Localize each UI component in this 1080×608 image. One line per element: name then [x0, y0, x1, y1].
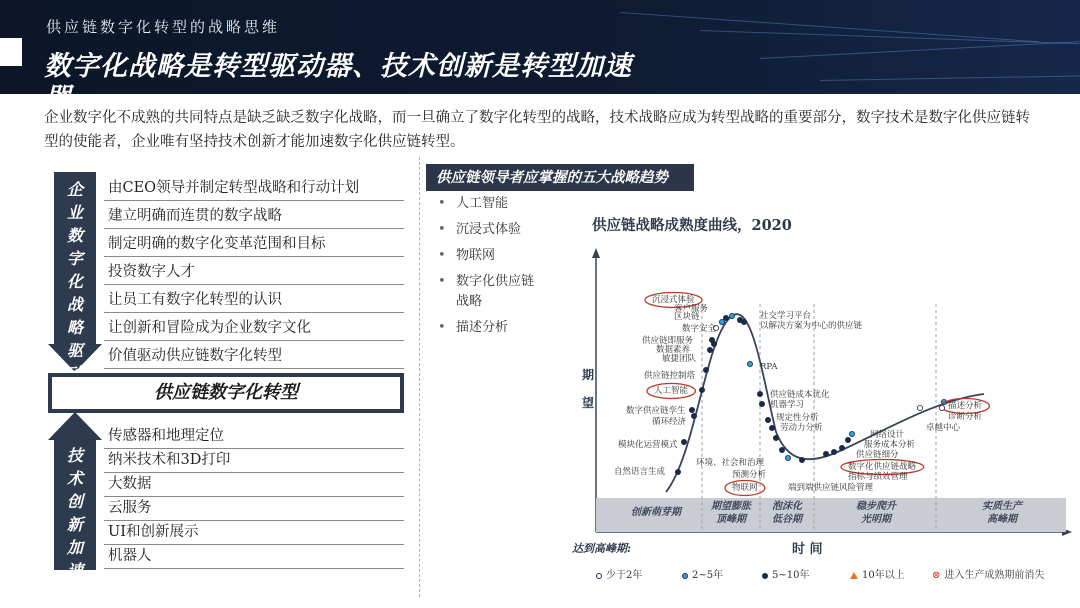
curve-point-marker — [785, 455, 790, 460]
legend-item: 2~5年 — [682, 566, 723, 581]
legend-title: 达到高峰期: — [572, 542, 632, 555]
intro-paragraph: 企业数字化不成熟的共同特点是缺乏缺乏数字化战略，而一旦确立了数字化转型的战略，技术战略应成为转型战略的重要部分，数字技术是数字化供应链转型的使能者，企业唯有坚持技术创新才能加速数字化供应链转型。 — [44, 110, 1030, 150]
curve-point-label: 模块化运营模式 — [618, 440, 678, 450]
legend-item: ⊗ 进入生产成熟期前消失 — [932, 570, 1045, 581]
curve-point-marker — [681, 439, 686, 444]
phase-label: 泡沫化 低谷期 — [772, 501, 802, 525]
bullet-icon: • — [438, 274, 446, 289]
y-axis-label: 期 — [582, 368, 595, 382]
curve-point-label: 自然语言生成 — [614, 467, 666, 477]
curve-point-label: 沉浸式体验 — [652, 295, 695, 305]
curve-point-marker — [759, 401, 764, 406]
curve-point-marker — [765, 417, 770, 422]
curve-point-marker — [849, 431, 854, 436]
legend-item: 少于2年 — [596, 566, 642, 581]
tech-accelerate-item: 大数据 — [104, 472, 404, 497]
curve-point-label: 供应链即服务 — [642, 336, 694, 346]
curve-point-label: 数字安全 — [682, 324, 717, 334]
curve-point-marker — [699, 387, 704, 392]
bullet-icon: • — [438, 196, 446, 211]
curve-point-label: 循环经济 — [652, 417, 687, 427]
curve-point-marker — [691, 413, 696, 418]
curve-point-label: 数字化供应链战略 — [848, 462, 917, 472]
bullet-icon: • — [438, 320, 446, 335]
strategy-drive-item: 让创新和冒险成为企业数字文化 — [104, 316, 404, 341]
phase-label: 稳步爬升 光明期 — [856, 501, 896, 525]
curve-point-label: 人工智能 — [654, 386, 689, 396]
curve-point-label: 以解决方案为中心的供应链 — [760, 321, 863, 331]
curve-point-label: 数据素养 — [656, 345, 691, 355]
strategy-drive-item: 由CEO领导并制定转型战略和行动计划 — [104, 176, 404, 201]
curve-point-label: RPA — [760, 362, 778, 372]
phase-label: 实质生产 高峰期 — [982, 501, 1022, 525]
dot-icon — [682, 573, 688, 579]
header-banner — [0, 0, 1080, 114]
curve-point-marker — [707, 347, 712, 352]
curve-point-marker — [689, 407, 694, 412]
curve-point-marker — [711, 341, 716, 346]
banner-accent-bar — [0, 38, 22, 66]
strategy-drive-item: 制定明确的数字化变革范围和目标 — [104, 232, 404, 257]
core-transformation-box — [48, 373, 404, 413]
chart-title: 供应链战略成熟度曲线，2020 — [592, 217, 792, 234]
legend-item: 5~10年 — [762, 566, 809, 581]
curve-point-label: 机器学习 — [770, 400, 805, 410]
curve-point-marker — [839, 445, 844, 450]
core-transformation-label: 供应链数字化转型 — [154, 382, 298, 403]
trend-item: • 人工智能 — [438, 194, 508, 214]
tech-accelerate-item: 云服务 — [104, 496, 404, 521]
curve-point-marker — [831, 449, 836, 454]
curve-point-marker — [779, 447, 784, 452]
strategy-drive-label: 企 业 数 字 化 战 略 驱 — [66, 180, 83, 360]
trend-item: • 沉浸式体验 — [438, 220, 521, 240]
curve-point-label: 网络设计 — [870, 430, 905, 440]
curve-point-label: 敏捷团队 — [662, 354, 697, 364]
curve-point-label: 物联网 — [732, 483, 758, 493]
curve-point-marker — [723, 315, 728, 320]
curve-point-marker — [675, 469, 680, 474]
phase-label: 创新萌芽期 — [631, 507, 681, 518]
strategy-drive-item: 价值驱动供应链数字化转型 — [104, 344, 404, 369]
page-title: 数字化战略是转型驱动器、技术创新是转型加速 — [44, 51, 632, 82]
bullet-icon: • — [438, 222, 446, 237]
curve-point-label: 社交学习平台 — [760, 311, 812, 321]
dot-icon — [596, 573, 602, 579]
column-divider — [419, 157, 420, 597]
curve-point-label: 卓越中心 — [926, 423, 961, 433]
curve-point-label: 劳动力分析 — [780, 423, 823, 433]
curve-point-marker — [917, 405, 922, 410]
page-title-overflow: 器 — [44, 83, 71, 114]
section-kicker: 供应链数字化转型的战略思维 — [46, 18, 281, 36]
y-axis-label: 望 — [582, 396, 595, 410]
curve-point-marker — [845, 437, 850, 442]
curve-point-label: 数字供应链孪生 — [626, 406, 686, 416]
curve-point-label: 端到端供应链风险管理 — [788, 483, 874, 493]
curve-point-marker — [773, 435, 778, 440]
trend-item: • 描述分析 — [438, 318, 508, 338]
curve-point-label: 描述分析 — [948, 401, 983, 411]
curve-point-marker — [747, 361, 752, 366]
curve-point-label: 诊断分析 — [948, 412, 983, 422]
y-axis-arrow — [592, 248, 600, 258]
dot-icon — [762, 573, 768, 579]
curve-point-label: 预测分析 — [732, 470, 767, 480]
legend-item: 10年以上 — [850, 566, 905, 581]
tech-accelerate-label: 技 术 创 新 加 速 — [66, 446, 83, 580]
curve-point-marker — [729, 313, 734, 318]
trends-title: 供应链领导者应掌握的五大战略趋势 — [426, 164, 694, 191]
x-axis-label: 时 间 — [792, 542, 823, 557]
curve-point-label: 区块链 — [674, 312, 700, 322]
tech-accelerate-item: 纳米技术和3D打印 — [104, 448, 404, 473]
curve-point-marker — [939, 405, 944, 410]
phase-label: 期望膨胀 顶峰期 — [711, 501, 751, 525]
curve-point-label: 规定性分析 — [776, 413, 819, 423]
tech-accelerate-item: 机器人 — [104, 544, 404, 569]
curve-point-marker — [769, 425, 774, 430]
curve-point-label: 客户服务 — [674, 304, 709, 314]
curve-point-marker — [703, 367, 708, 372]
curve-point-marker — [757, 391, 762, 396]
strategy-drive-item: 让员工有数字化转型的认识 — [104, 288, 404, 313]
curve-point-marker — [741, 319, 746, 324]
strategy-drive-item: 投资数字人才 — [104, 260, 404, 285]
curve-point-label: 服务成本分析 — [864, 440, 916, 450]
tech-accelerate-item: 传感器和地理定位 — [104, 424, 404, 449]
curve-point-label: 指标与绩效管理 — [848, 472, 908, 482]
curve-point-label: 供应链控制塔 — [644, 371, 696, 381]
bullet-icon: • — [438, 248, 446, 263]
curve-point-marker — [799, 457, 804, 462]
trend-item: • 物联网 — [438, 246, 495, 266]
curve-point-label: 供应链细分 — [856, 450, 899, 460]
curve-point-marker — [719, 319, 724, 324]
curve-point-marker — [823, 451, 828, 456]
cross-circle-icon: ⊗ — [932, 570, 941, 581]
triangle-icon — [850, 572, 858, 579]
hype-cycle-chart — [556, 194, 1074, 594]
curve-point-label: 供应链成本优化 — [770, 390, 830, 400]
trend-item: • 数字化供应链战略 — [438, 274, 535, 309]
strategy-drive-item: 建立明确而连贯的数字战略 — [104, 204, 404, 229]
tech-accelerate-item: UI和创新展示 — [104, 520, 404, 545]
curve-point-label: 环境、社会和治理 — [696, 458, 765, 468]
